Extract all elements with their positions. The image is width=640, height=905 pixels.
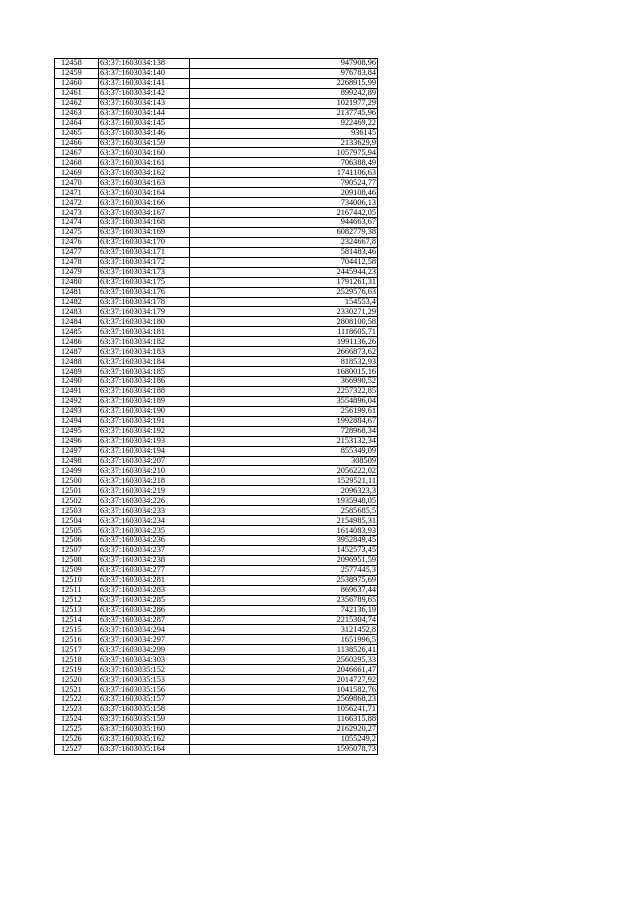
cadastral-number-cell: 63:37:1603034:138 bbox=[99, 59, 190, 69]
row-number-cell: 12460 bbox=[55, 78, 99, 88]
cadastral-number-cell: 63:37:1603034:194 bbox=[99, 446, 190, 456]
value-cell: 1138526,41 bbox=[190, 645, 378, 655]
cadastral-number-cell: 63:37:1603035:162 bbox=[99, 734, 190, 744]
cadastral-number-cell: 63:37:1603034:182 bbox=[99, 337, 190, 347]
cadastral-number-cell: 63:37:1603034:180 bbox=[99, 317, 190, 327]
value-cell: 2538975,69 bbox=[190, 575, 378, 585]
cadastral-number-cell: 63:37:1603034:143 bbox=[99, 98, 190, 108]
row-number-cell: 12459 bbox=[55, 68, 99, 78]
row-number-cell: 12506 bbox=[55, 536, 99, 546]
value-cell: 869637,44 bbox=[190, 585, 378, 595]
row-number-cell: 12514 bbox=[55, 615, 99, 625]
row-number-cell: 12513 bbox=[55, 605, 99, 615]
cadastral-number-cell: 63:37:1603035:159 bbox=[99, 714, 190, 724]
table-row bbox=[55, 744, 378, 754]
row-number-cell: 12464 bbox=[55, 118, 99, 128]
value-cell: 2056222,02 bbox=[190, 466, 378, 476]
row-number-cell: 12493 bbox=[55, 406, 99, 416]
cadastral-number-cell: 63:37:1603034:277 bbox=[99, 565, 190, 575]
table-row bbox=[55, 724, 378, 734]
value-cell: 2154985,31 bbox=[190, 516, 378, 526]
cadastral-number-cell: 63:37:1603034:178 bbox=[99, 297, 190, 307]
table-row bbox=[55, 386, 378, 396]
row-number-cell: 12490 bbox=[55, 377, 99, 387]
row-number-cell: 12461 bbox=[55, 88, 99, 98]
table-row bbox=[55, 645, 378, 655]
cadastral-number-cell: 63:37:1603035:157 bbox=[99, 695, 190, 705]
value-cell: 2014727,92 bbox=[190, 675, 378, 685]
value-cell: 154553,4 bbox=[190, 297, 378, 307]
row-number-cell: 12501 bbox=[55, 486, 99, 496]
cadastral-number-cell: 63:37:1603034:181 bbox=[99, 327, 190, 337]
value-cell: 1021977,29 bbox=[190, 98, 378, 108]
cadastral-number-cell: 63:37:1603034:145 bbox=[99, 118, 190, 128]
table-row bbox=[55, 555, 378, 565]
table-row bbox=[55, 138, 378, 148]
row-number-cell: 12512 bbox=[55, 595, 99, 605]
cadastral-number-cell: 63:37:1603034:297 bbox=[99, 635, 190, 645]
value-cell: 2133629,9 bbox=[190, 138, 378, 148]
table-row bbox=[55, 685, 378, 695]
value-cell: 2215304,74 bbox=[190, 615, 378, 625]
table-row bbox=[55, 695, 378, 705]
cadastral-number-cell: 63:37:1603034:179 bbox=[99, 307, 190, 317]
row-number-cell: 12523 bbox=[55, 704, 99, 714]
value-cell: 2257322,85 bbox=[190, 386, 378, 396]
row-number-cell: 12482 bbox=[55, 297, 99, 307]
cadastral-number-cell: 63:37:1603035:158 bbox=[99, 704, 190, 714]
cadastral-number-cell: 63:37:1603035:164 bbox=[99, 744, 190, 754]
table-row bbox=[55, 526, 378, 536]
table-row bbox=[55, 377, 378, 387]
row-number-cell: 12503 bbox=[55, 506, 99, 516]
cadastral-number-cell: 63:37:1603034:207 bbox=[99, 456, 190, 466]
value-cell: 2162920,27 bbox=[190, 724, 378, 734]
row-number-cell: 12527 bbox=[55, 744, 99, 754]
value-cell: 790524,77 bbox=[190, 178, 378, 188]
row-number-cell: 12492 bbox=[55, 396, 99, 406]
value-cell: 3121452,8 bbox=[190, 625, 378, 635]
value-cell: 1529521,11 bbox=[190, 476, 378, 486]
row-number-cell: 12504 bbox=[55, 516, 99, 526]
table-row bbox=[55, 227, 378, 237]
cadastral-number-cell: 63:37:1603034:146 bbox=[99, 128, 190, 138]
value-cell: 3554896,04 bbox=[190, 396, 378, 406]
table-row bbox=[55, 396, 378, 406]
table-row bbox=[55, 436, 378, 446]
row-number-cell: 12467 bbox=[55, 148, 99, 158]
table-row bbox=[55, 247, 378, 257]
row-number-cell: 12469 bbox=[55, 168, 99, 178]
value-cell: 1057975,94 bbox=[190, 148, 378, 158]
cadastral-number-cell: 63:37:1603034:226 bbox=[99, 496, 190, 506]
value-cell: 2445944,23 bbox=[190, 267, 378, 277]
cadastral-number-cell: 63:37:1603034:167 bbox=[99, 208, 190, 218]
value-cell: 818532,93 bbox=[190, 357, 378, 367]
cadastral-number-cell: 63:37:1603034:175 bbox=[99, 277, 190, 287]
table-row bbox=[55, 78, 378, 88]
value-cell: 2268915,99 bbox=[190, 78, 378, 88]
cadastral-number-cell: 63:37:1603034:183 bbox=[99, 347, 190, 357]
table-row bbox=[55, 287, 378, 297]
value-cell: 256199,61 bbox=[190, 406, 378, 416]
row-number-cell: 12483 bbox=[55, 307, 99, 317]
row-number-cell: 12505 bbox=[55, 526, 99, 536]
cadastral-number-cell: 63:37:1603034:186 bbox=[99, 377, 190, 387]
cadastral-number-cell: 63:37:1603034:169 bbox=[99, 227, 190, 237]
row-number-cell: 12470 bbox=[55, 178, 99, 188]
row-number-cell: 12474 bbox=[55, 218, 99, 228]
value-cell: 944663,67 bbox=[190, 218, 378, 228]
row-number-cell: 12458 bbox=[55, 59, 99, 69]
cadastral-number-cell: 63:37:1603034:141 bbox=[99, 78, 190, 88]
cadastral-number-cell: 63:37:1603034:236 bbox=[99, 536, 190, 546]
table-row bbox=[55, 565, 378, 575]
row-number-cell: 12511 bbox=[55, 585, 99, 595]
table-row bbox=[55, 337, 378, 347]
cadastral-number-cell: 63:37:1603034:238 bbox=[99, 555, 190, 565]
cadastral-number-cell: 63:37:1603034:171 bbox=[99, 247, 190, 257]
row-number-cell: 12525 bbox=[55, 724, 99, 734]
value-cell: 2096951,59 bbox=[190, 555, 378, 565]
value-cell: 922469,22 bbox=[190, 118, 378, 128]
value-cell: 2529576,63 bbox=[190, 287, 378, 297]
table-row bbox=[55, 367, 378, 377]
table-row bbox=[55, 257, 378, 267]
row-number-cell: 12497 bbox=[55, 446, 99, 456]
value-cell: 947908,96 bbox=[190, 59, 378, 69]
row-number-cell: 12484 bbox=[55, 317, 99, 327]
value-cell: 742136,19 bbox=[190, 605, 378, 615]
cadastral-number-cell: 63:37:1603034:164 bbox=[99, 188, 190, 198]
row-number-cell: 12517 bbox=[55, 645, 99, 655]
value-cell: 1166315,88 bbox=[190, 714, 378, 724]
table-row bbox=[55, 456, 378, 466]
table-row bbox=[55, 675, 378, 685]
cadastral-number-cell: 63:37:1603034:163 bbox=[99, 178, 190, 188]
table-row bbox=[55, 68, 378, 78]
row-number-cell: 12491 bbox=[55, 386, 99, 396]
value-cell: 1680015,16 bbox=[190, 367, 378, 377]
value-cell: 2330271,29 bbox=[190, 307, 378, 317]
cadastral-number-cell: 63:37:1603034:162 bbox=[99, 168, 190, 178]
row-number-cell: 12499 bbox=[55, 466, 99, 476]
table-row bbox=[55, 476, 378, 486]
cadastral-number-cell: 63:37:1603034:235 bbox=[99, 526, 190, 536]
value-cell: 2808100,58 bbox=[190, 317, 378, 327]
value-cell: 2585685,5 bbox=[190, 506, 378, 516]
value-cell: 2046661,47 bbox=[190, 665, 378, 675]
table-row bbox=[55, 635, 378, 645]
cadastral-number-cell: 63:37:1603034:190 bbox=[99, 406, 190, 416]
value-cell: 1452573,45 bbox=[190, 545, 378, 555]
table-row bbox=[55, 148, 378, 158]
row-number-cell: 12476 bbox=[55, 237, 99, 247]
row-number-cell: 12507 bbox=[55, 545, 99, 555]
value-cell: 1056241,71 bbox=[190, 704, 378, 714]
table-row bbox=[55, 118, 378, 128]
table-row bbox=[55, 406, 378, 416]
value-cell: 1791261,31 bbox=[190, 277, 378, 287]
table-row bbox=[55, 734, 378, 744]
table-row bbox=[55, 426, 378, 436]
value-cell: 2356789,65 bbox=[190, 595, 378, 605]
cadastral-number-cell: 63:37:1603034:191 bbox=[99, 416, 190, 426]
table-row bbox=[55, 267, 378, 277]
row-number-cell: 12519 bbox=[55, 665, 99, 675]
row-number-cell: 12478 bbox=[55, 257, 99, 267]
cadastral-number-cell: 63:37:1603034:188 bbox=[99, 386, 190, 396]
row-number-cell: 12480 bbox=[55, 277, 99, 287]
value-cell: 2137745,96 bbox=[190, 108, 378, 118]
table-row bbox=[55, 237, 378, 247]
cadastral-number-cell: 63:37:1603034:281 bbox=[99, 575, 190, 585]
cadastral-number-cell: 63:37:1603034:184 bbox=[99, 357, 190, 367]
row-number-cell: 12465 bbox=[55, 128, 99, 138]
row-number-cell: 12488 bbox=[55, 357, 99, 367]
row-number-cell: 12496 bbox=[55, 436, 99, 446]
cadastral-number-cell: 63:37:1603034:237 bbox=[99, 545, 190, 555]
row-number-cell: 12466 bbox=[55, 138, 99, 148]
table-row bbox=[55, 496, 378, 506]
value-cell: 308509 bbox=[190, 456, 378, 466]
row-number-cell: 12500 bbox=[55, 476, 99, 486]
table-row bbox=[55, 198, 378, 208]
row-number-cell: 12515 bbox=[55, 625, 99, 635]
row-number-cell: 12522 bbox=[55, 695, 99, 705]
value-cell: 2167442,05 bbox=[190, 208, 378, 218]
table-row bbox=[55, 357, 378, 367]
table-row bbox=[55, 347, 378, 357]
cadastral-number-cell: 63:37:1603034:161 bbox=[99, 158, 190, 168]
row-number-cell: 12520 bbox=[55, 675, 99, 685]
value-cell: 3952849,45 bbox=[190, 536, 378, 546]
value-cell: 2666873,62 bbox=[190, 347, 378, 357]
cadastral-number-cell: 63:37:1603034:283 bbox=[99, 585, 190, 595]
value-cell: 1992884,67 bbox=[190, 416, 378, 426]
value-cell: 706388,49 bbox=[190, 158, 378, 168]
table-row bbox=[55, 625, 378, 635]
table-row bbox=[55, 128, 378, 138]
table-row bbox=[55, 277, 378, 287]
cadastral-number-cell: 63:37:1603034:170 bbox=[99, 237, 190, 247]
value-cell: 1118605,71 bbox=[190, 327, 378, 337]
cadastral-number-cell: 63:37:1603034:189 bbox=[99, 396, 190, 406]
cadastral-number-cell: 63:37:1603034:294 bbox=[99, 625, 190, 635]
row-number-cell: 12502 bbox=[55, 496, 99, 506]
table-row bbox=[55, 88, 378, 98]
cadastral-number-cell: 63:37:1603034:159 bbox=[99, 138, 190, 148]
value-cell: 734006,13 bbox=[190, 198, 378, 208]
value-cell: 2577445,3 bbox=[190, 565, 378, 575]
row-number-cell: 12462 bbox=[55, 98, 99, 108]
cadastral-number-cell: 63:37:1603034:166 bbox=[99, 198, 190, 208]
data-table bbox=[54, 58, 378, 755]
row-number-cell: 12495 bbox=[55, 426, 99, 436]
row-number-cell: 12468 bbox=[55, 158, 99, 168]
cadastral-number-cell: 63:37:1603035:153 bbox=[99, 675, 190, 685]
row-number-cell: 12475 bbox=[55, 227, 99, 237]
value-cell: 2096323,3 bbox=[190, 486, 378, 496]
cadastral-number-cell: 63:37:1603034:140 bbox=[99, 68, 190, 78]
row-number-cell: 12516 bbox=[55, 635, 99, 645]
cadastral-number-cell: 63:37:1603034:287 bbox=[99, 615, 190, 625]
cadastral-number-cell: 63:37:1603034:286 bbox=[99, 605, 190, 615]
table-row bbox=[55, 516, 378, 526]
cadastral-number-cell: 63:37:1603034:299 bbox=[99, 645, 190, 655]
row-number-cell: 12509 bbox=[55, 565, 99, 575]
table-row bbox=[55, 188, 378, 198]
table-row bbox=[55, 327, 378, 337]
value-cell: 1614083,93 bbox=[190, 526, 378, 536]
value-cell: 2560295,33 bbox=[190, 655, 378, 665]
row-number-cell: 12524 bbox=[55, 714, 99, 724]
value-cell: 899242,89 bbox=[190, 88, 378, 98]
value-cell: 728968,34 bbox=[190, 426, 378, 436]
value-cell: 1041582,76 bbox=[190, 685, 378, 695]
cadastral-number-cell: 63:37:1603034:173 bbox=[99, 267, 190, 277]
cadastral-number-cell: 63:37:1603034:234 bbox=[99, 516, 190, 526]
table-row bbox=[55, 466, 378, 476]
table-row bbox=[55, 158, 378, 168]
value-cell: 581483,46 bbox=[190, 247, 378, 257]
table-row bbox=[55, 307, 378, 317]
table-row bbox=[55, 208, 378, 218]
row-number-cell: 12494 bbox=[55, 416, 99, 426]
table-row bbox=[55, 575, 378, 585]
cadastral-number-cell: 63:37:1603034:172 bbox=[99, 257, 190, 267]
cadastral-number-cell: 63:37:1603034:144 bbox=[99, 108, 190, 118]
cadastral-number-cell: 63:37:1603034:303 bbox=[99, 655, 190, 665]
row-number-cell: 12485 bbox=[55, 327, 99, 337]
value-cell: 366990,52 bbox=[190, 377, 378, 387]
row-number-cell: 12521 bbox=[55, 685, 99, 695]
value-cell: 1991136,26 bbox=[190, 337, 378, 347]
row-number-cell: 12526 bbox=[55, 734, 99, 744]
value-cell: 855349,09 bbox=[190, 446, 378, 456]
cadastral-number-cell: 63:37:1603035:156 bbox=[99, 685, 190, 695]
table-row bbox=[55, 168, 378, 178]
row-number-cell: 12498 bbox=[55, 456, 99, 466]
value-cell: 1055249,2 bbox=[190, 734, 378, 744]
table-row bbox=[55, 218, 378, 228]
table-row bbox=[55, 714, 378, 724]
cadastral-number-cell: 63:37:1603034:218 bbox=[99, 476, 190, 486]
value-cell: 2153132,34 bbox=[190, 436, 378, 446]
row-number-cell: 12489 bbox=[55, 367, 99, 377]
row-number-cell: 12463 bbox=[55, 108, 99, 118]
table-row bbox=[55, 605, 378, 615]
cadastral-number-cell: 63:37:1603034:176 bbox=[99, 287, 190, 297]
cadastral-number-cell: 63:37:1603034:185 bbox=[99, 367, 190, 377]
row-number-cell: 12473 bbox=[55, 208, 99, 218]
table-row bbox=[55, 615, 378, 625]
cadastral-number-cell: 63:37:1603034:192 bbox=[99, 426, 190, 436]
value-cell: 1651996,5 bbox=[190, 635, 378, 645]
value-cell: 704412,58 bbox=[190, 257, 378, 267]
row-number-cell: 12510 bbox=[55, 575, 99, 585]
table-row bbox=[55, 98, 378, 108]
value-cell: 1741106,63 bbox=[190, 168, 378, 178]
row-number-cell: 12481 bbox=[55, 287, 99, 297]
value-cell: 2569868,23 bbox=[190, 695, 378, 705]
cadastral-number-cell: 63:37:1603035:152 bbox=[99, 665, 190, 675]
row-number-cell: 12486 bbox=[55, 337, 99, 347]
row-number-cell: 12508 bbox=[55, 555, 99, 565]
table-row bbox=[55, 506, 378, 516]
cadastral-number-cell: 63:37:1603034:142 bbox=[99, 88, 190, 98]
table-row bbox=[55, 178, 378, 188]
row-number-cell: 12471 bbox=[55, 188, 99, 198]
table-row bbox=[55, 486, 378, 496]
table-row bbox=[55, 665, 378, 675]
table-body bbox=[55, 59, 378, 755]
row-number-cell: 12487 bbox=[55, 347, 99, 357]
table-row bbox=[55, 704, 378, 714]
cadastral-number-cell: 63:37:1603035:160 bbox=[99, 724, 190, 734]
cadastral-number-cell: 63:37:1603034:193 bbox=[99, 436, 190, 446]
value-cell: 209108,46 bbox=[190, 188, 378, 198]
row-number-cell: 12477 bbox=[55, 247, 99, 257]
table-row bbox=[55, 536, 378, 546]
row-number-cell: 12518 bbox=[55, 655, 99, 665]
cadastral-number-cell: 63:37:1603034:160 bbox=[99, 148, 190, 158]
row-number-cell: 12479 bbox=[55, 267, 99, 277]
table-row bbox=[55, 416, 378, 426]
cadastral-number-cell: 63:37:1603034:210 bbox=[99, 466, 190, 476]
row-number-cell: 12472 bbox=[55, 198, 99, 208]
table-row bbox=[55, 595, 378, 605]
table-row bbox=[55, 545, 378, 555]
value-cell: 6082779,38 bbox=[190, 227, 378, 237]
value-cell: 976783,84 bbox=[190, 68, 378, 78]
table-row bbox=[55, 317, 378, 327]
value-cell: 936145 bbox=[190, 128, 378, 138]
table-row bbox=[55, 585, 378, 595]
table-row bbox=[55, 108, 378, 118]
cadastral-number-cell: 63:37:1603034:233 bbox=[99, 506, 190, 516]
value-cell: 1595078,73 bbox=[190, 744, 378, 754]
table-row bbox=[55, 59, 378, 69]
cadastral-number-cell: 63:37:1603034:219 bbox=[99, 486, 190, 496]
cadastral-number-cell: 63:37:1603034:168 bbox=[99, 218, 190, 228]
table-row bbox=[55, 446, 378, 456]
table-row bbox=[55, 297, 378, 307]
table-row bbox=[55, 655, 378, 665]
value-cell: 2324667,8 bbox=[190, 237, 378, 247]
cadastral-number-cell: 63:37:1603034:285 bbox=[99, 595, 190, 605]
value-cell: 1935948,05 bbox=[190, 496, 378, 506]
